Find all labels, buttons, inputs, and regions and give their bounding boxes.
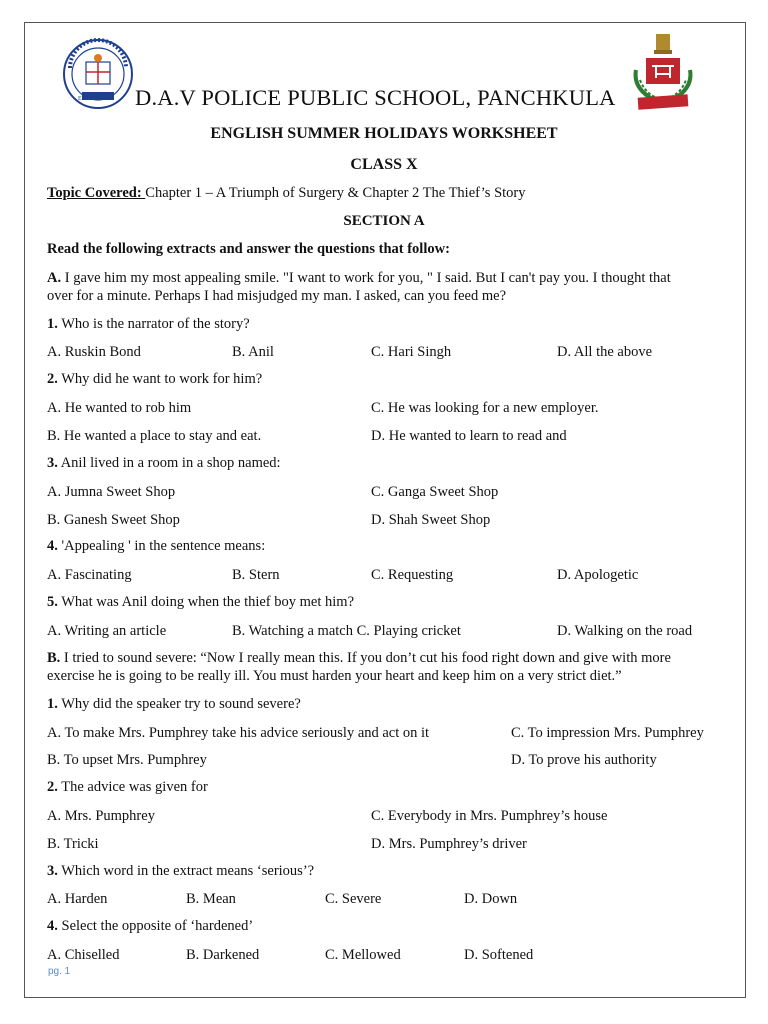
extract-b-line1 <box>47 650 671 667</box>
option: D. All the above <box>557 344 653 360</box>
question-text: The advice was given for <box>57 779 208 795</box>
option: C. Ganga Sweet Shop <box>371 484 499 500</box>
worksheet-title: ENGLISH SUMMER HOLIDAYS WORKSHEET <box>210 125 558 142</box>
option: B. To upset Mrs. Pumphrey <box>47 752 207 768</box>
question-number: 5. <box>47 594 58 610</box>
question-number: 3. <box>47 863 58 879</box>
option: D. Mrs. Pumphrey’s driver <box>371 836 527 852</box>
option: C. Severe <box>325 891 382 907</box>
question-number: 3. <box>47 455 58 471</box>
option: A. To make Mrs. Pumphrey take his advice seriously and act on it <box>47 725 430 741</box>
instruction-text: Read the following extracts and answer the questions that follow: <box>47 241 450 257</box>
question-number: 4. <box>47 538 58 554</box>
option: C. Mellowed <box>325 947 401 963</box>
question <box>47 696 301 713</box>
question <box>47 455 281 472</box>
topic-text: Chapter 1 – A Triumph of Surgery & Chapter 2 The Thief’s Story <box>145 185 526 201</box>
question-number: 1. <box>47 696 58 712</box>
option: B. Tricki <box>47 836 99 852</box>
option: C. Requesting <box>371 567 454 583</box>
option: D. Softened <box>464 947 534 963</box>
option: C. He was looking for a new employer. <box>371 400 599 416</box>
option: D. Apologetic <box>557 567 639 583</box>
option: B. He wanted a place to stay and eat. <box>47 428 262 444</box>
extract-b-line2: exercise he is going to be really ill. You must harden your heart and keep him on a very strict diet.” <box>47 668 622 684</box>
question <box>47 918 253 935</box>
topic-label: Topic Covered: <box>47 185 146 201</box>
option: D. Shah Sweet Shop <box>371 512 491 528</box>
page-number: pg. 1 <box>48 966 71 977</box>
option: C. To impression Mrs. Pumphrey <box>511 725 704 741</box>
question-text: Select the opposite of ‘hardened’ <box>57 918 254 934</box>
option: B. Darkened <box>186 947 260 963</box>
question-number: 1. <box>47 316 58 332</box>
option: B. Anil <box>232 344 274 360</box>
question-number: 4. <box>47 918 58 934</box>
question-text: Anil lived in a room in a shop named: <box>57 455 281 471</box>
option: C. Hari Singh <box>371 344 452 360</box>
extract-label: A. <box>47 270 62 286</box>
question-number: 2. <box>47 779 58 795</box>
option: B. Ganesh Sweet Shop <box>47 512 180 528</box>
question-text: Why did the speaker try to sound severe? <box>57 696 301 712</box>
option: D. Walking on the road <box>557 623 693 639</box>
class-heading: CLASS X <box>350 156 418 173</box>
option: A. Writing an article <box>47 623 167 639</box>
extract-a-line1 <box>47 270 671 287</box>
logo-year-text: ESTD. 1985 <box>78 96 108 102</box>
option: A. He wanted to rob him <box>47 400 192 416</box>
option: B. Mean <box>186 891 236 907</box>
option: A. Chiselled <box>47 947 120 963</box>
question <box>47 371 262 388</box>
option: D. To prove his authority <box>511 752 657 768</box>
question <box>47 779 208 796</box>
section-heading: SECTION A <box>343 213 425 229</box>
extract-text: I tried to sound severe: “Now I really mean this. If you don’t cut his food right down and give with more <box>60 650 671 666</box>
option: B. Stern <box>232 567 280 583</box>
extract-a-line2: over for a minute. Perhaps I had misjudged my man. I asked, can you feed me? <box>47 288 507 304</box>
option: A. Jumna Sweet Shop <box>47 484 176 500</box>
question-text: 'Appealing ' in the sentence means: <box>57 538 266 554</box>
school-name: D.A.V POLICE PUBLIC SCHOOL, PANCHKULA <box>135 85 616 110</box>
option: A. Fascinating <box>47 567 132 583</box>
topic-line <box>47 185 526 202</box>
option: A. Mrs. Pumphrey <box>47 808 155 824</box>
question-text: What was Anil doing when the thief boy met him? <box>57 594 354 610</box>
option: C. Everybody in Mrs. Pumphrey’s house <box>371 808 608 824</box>
police-emblem-logo <box>626 30 700 114</box>
question <box>47 863 314 880</box>
option: B. Watching a match C. Playing cricket <box>232 623 461 639</box>
question-text: Which word in the extract means ‘serious’? <box>57 863 315 879</box>
question <box>47 538 265 555</box>
option: A. Harden <box>47 891 108 907</box>
question-text: Why did he want to work for him? <box>57 371 263 387</box>
option: D. Down <box>464 891 518 907</box>
question <box>47 316 250 333</box>
option: D. He wanted to learn to read and <box>371 428 567 444</box>
question-text: Who is the narrator of the story? <box>57 316 250 332</box>
question <box>47 594 354 611</box>
extract-label: B. <box>47 650 61 666</box>
option: A. Ruskin Bond <box>47 344 141 360</box>
extract-text: I gave him my most appealing smile. "I want to work for you, " I said. But I can't pay you. I thought that <box>61 270 671 286</box>
question-number: 2. <box>47 371 58 387</box>
